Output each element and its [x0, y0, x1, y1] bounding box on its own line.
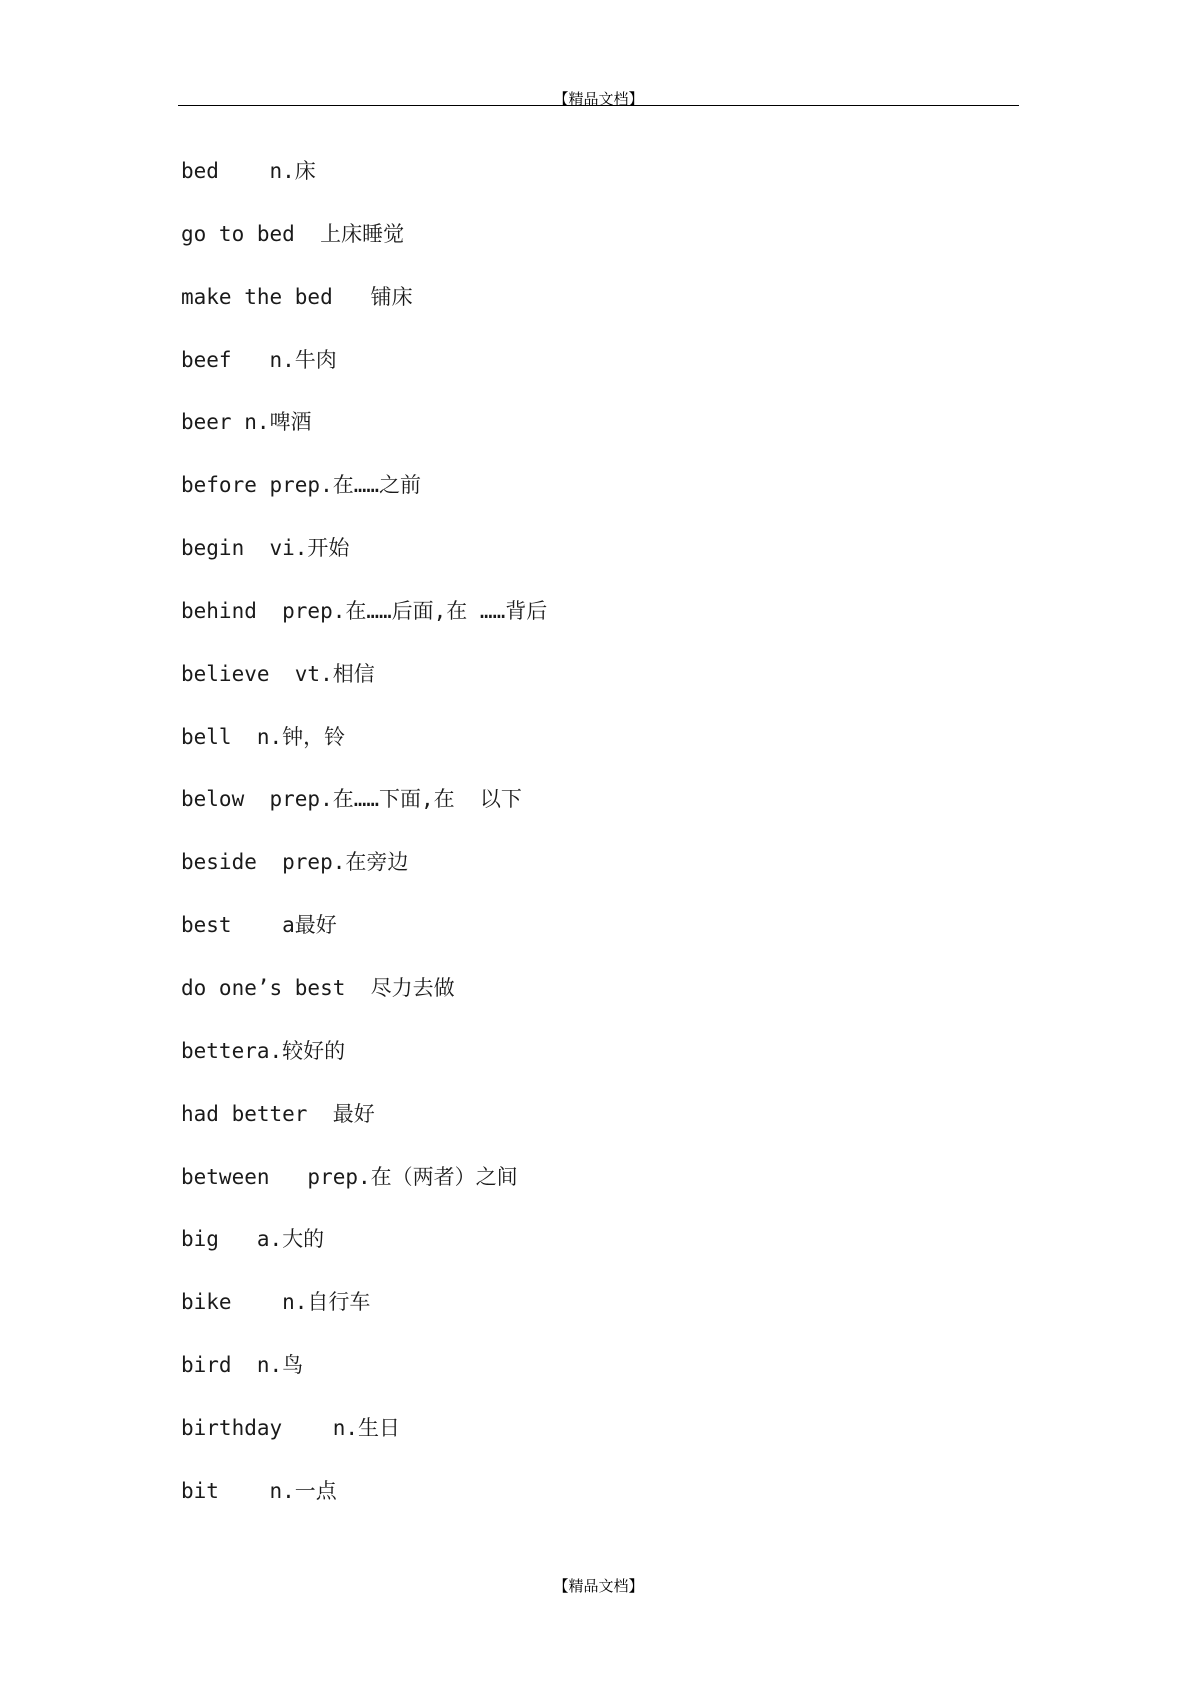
vocab-entry-believe: believe vt.相信 [181, 661, 375, 686]
vocab-entry-better: bettera.较好的 [181, 1038, 346, 1063]
vocab-entry-before: before prep.在……之前 [181, 473, 422, 498]
vocab-entry-begin: begin vi.开始 [181, 536, 350, 561]
page-header [178, 88, 1019, 108]
vocab-entry-go-to-bed: go to bed 上床睡觉 [181, 221, 405, 246]
page-footer: 【精品文档】 [553, 1577, 644, 1595]
vocab-entry-beer: beer n.啤酒 [181, 410, 312, 435]
vocab-entry-bird: bird n.鸟 [181, 1353, 304, 1378]
vocab-entry-bit: bit n.一点 [181, 1478, 337, 1503]
header-rule [178, 105, 1019, 106]
vocab-entry-below: below prep.在……下面,在 以下 [181, 787, 522, 812]
vocab-entry-big: big a.大的 [181, 1227, 325, 1252]
header-label: 【精品文档】 [553, 90, 644, 108]
vocab-entry-beside: beside prep.在旁边 [181, 850, 409, 875]
vocab-entry-do-ones-best: do one’s best 尽力去做 [181, 975, 455, 1000]
vocab-entry-behind: behind prep.在……后面,在 ……背后 [181, 598, 548, 623]
vocab-entry-best: best a最好 [181, 913, 337, 938]
vocab-entry-make-the-bed: make the bed 铺床 [181, 284, 413, 309]
vocab-entry-beef: beef n.牛肉 [181, 347, 337, 372]
vocab-entry-birthday: birthday n.生日 [181, 1415, 401, 1440]
vocabulary-list [181, 156, 981, 1539]
vocab-entry-bell: bell n.钟，铃 [181, 724, 346, 749]
vocab-entry-between: between prep.在（两者）之间 [181, 1164, 518, 1189]
vocab-entry-bike: bike n.自行车 [181, 1290, 371, 1315]
vocab-entry-had-better: had better 最好 [181, 1101, 375, 1126]
vocab-entry-bed: bed n.床 [181, 159, 316, 183]
